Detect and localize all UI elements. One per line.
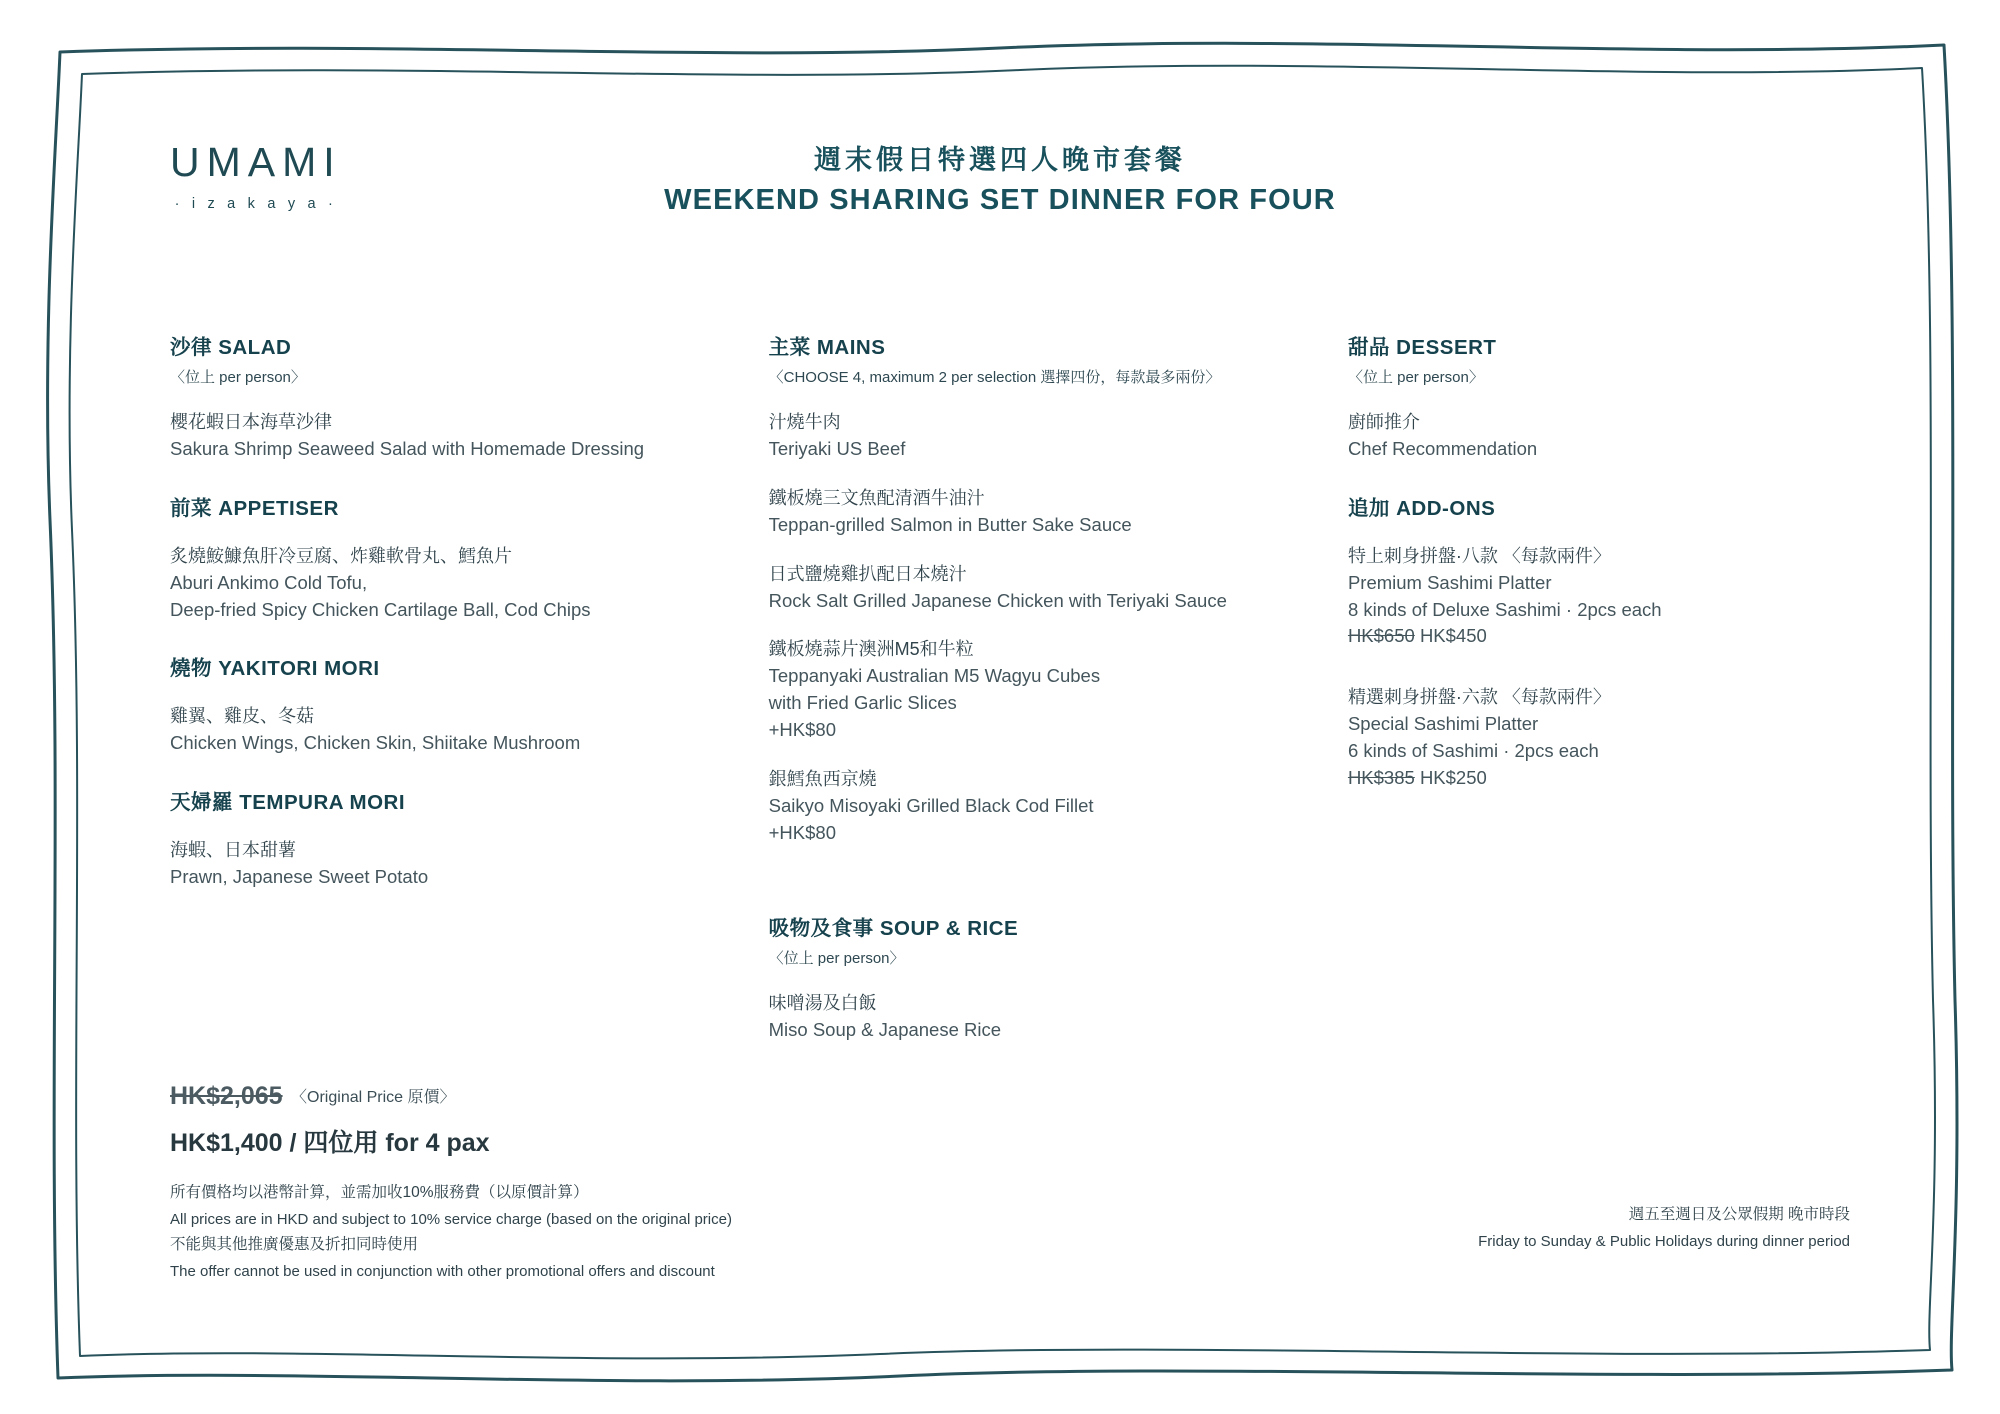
item-name-en: Prawn, Japanese Sweet Potato xyxy=(170,866,429,888)
footer-availability xyxy=(1478,1202,1850,1254)
item-name-cn: 銀鱈魚西京燒 xyxy=(768,768,877,789)
item-name-cn: 雞翼、雞皮、冬菇 xyxy=(170,706,314,727)
section-tempura xyxy=(170,785,769,891)
item-name-cn: 鐵板燒蒜片澳洲M5和牛粒 xyxy=(768,639,974,660)
section-heading-soup-rice: 吸物及食事 SOUP & RICE xyxy=(768,916,1019,940)
item-name-cn: 鐵板燒三文魚配清酒牛油汁 xyxy=(768,487,985,508)
item-name-en-2: with Fried Garlic Slices xyxy=(768,692,957,714)
page-title xyxy=(150,139,1850,217)
item-surcharge: +HK$80 xyxy=(768,719,836,741)
price-original-note: 〈Original Price 原價〉 xyxy=(291,1089,456,1106)
spacer xyxy=(769,875,1348,911)
menu-item xyxy=(769,990,1348,1044)
section-note-mains: 〈CHOOSE 4, maximum 2 per selection 選擇四份，每款最多兩份〉 xyxy=(768,369,1221,386)
availability-cn: 週五至週日及公眾假期 晚市時段 xyxy=(1628,1206,1850,1223)
item-name-cn: 日式鹽燒雞扒配日本燒汁 xyxy=(768,563,967,584)
item-name-en: Chef Recommendation xyxy=(1347,438,1538,459)
section-addons xyxy=(1348,491,1850,792)
item-name-cn: 廚師推介 xyxy=(1347,412,1420,432)
section-appetiser xyxy=(170,491,769,624)
menu-item xyxy=(170,543,769,624)
section-soup-rice xyxy=(769,911,1348,1044)
section-heading-addons: 追加 ADD-ONS xyxy=(1347,496,1496,520)
brand-name: UMAMI xyxy=(170,139,342,185)
item-name-en: Chicken Wings, Chicken Skin, Shiitake Mushroom xyxy=(170,732,581,754)
item-name-cn: 味噌湯及白飯 xyxy=(768,992,877,1013)
item-name-en: Sakura Shrimp Seaweed Salad with Homemade Dressing xyxy=(170,438,645,459)
column-left xyxy=(170,330,769,1071)
item-name-en: Saikyo Misoyaki Grilled Black Cod Fillet xyxy=(768,794,1094,816)
menu-columns xyxy=(170,330,1850,1071)
footer-term-cn-2: 不能與其他推廣優惠及折扣同時使用 xyxy=(170,1236,419,1254)
addon-price-original: HK$385 xyxy=(1347,766,1415,788)
section-heading-salad: 沙律 SALAD xyxy=(170,336,292,359)
section-heading-appetiser: 前菜 APPETISER xyxy=(170,496,339,520)
item-name-en: Teriyaki US Beef xyxy=(768,438,906,459)
addon-price-current: HK$250 xyxy=(1419,766,1487,788)
item-name-cn: 汁燒牛肉 xyxy=(768,412,841,432)
footer-term-en-2: The offer cannot be used in conjunction with other promotional offers and discount xyxy=(170,1263,715,1281)
footer-term-cn-1: 所有價格均以港幣計算，並需加收10%服務費（以原價計算） xyxy=(170,1184,589,1201)
brand-subtitle: · i z a k a y a · xyxy=(174,196,338,212)
footer-term-en-1: All prices are in HKD and subject to 10% service charge (based on the original price) xyxy=(170,1210,732,1228)
item-name-en: Aburi Ankimo Cold Tofu, xyxy=(170,571,368,593)
page-footer xyxy=(170,1180,1850,1285)
price-original: HK$2,065 xyxy=(170,1082,283,1110)
section-salad xyxy=(170,330,769,463)
section-note-salad: 〈位上 per person〉 xyxy=(170,369,306,386)
section-note-dessert: 〈位上 per person〉 xyxy=(1347,369,1484,386)
section-heading-tempura: 天婦羅 TEMPURA MORI xyxy=(170,791,406,815)
section-heading-yakitori: 燒物 YAKITORI MORI xyxy=(170,657,380,681)
addon-price-current: HK$450 xyxy=(1419,625,1487,647)
item-name-cn: 櫻花蝦日本海草沙律 xyxy=(170,412,332,432)
footer-terms xyxy=(170,1180,732,1285)
item-name-en: Special Sashimi Platter xyxy=(1347,713,1539,735)
item-name-cn: 特上刺身拼盤·八款 〈每款兩件〉 xyxy=(1347,545,1611,566)
title-chinese: 週末假日特選四人晚市套餐 xyxy=(814,145,1186,175)
item-name-en: Miso Soup & Japanese Rice xyxy=(768,1018,1002,1040)
price-current: HK$1,400 / 四位用 for 4 pax xyxy=(170,1129,490,1157)
addon-price-row xyxy=(1348,623,1850,650)
page-header xyxy=(150,118,1850,238)
item-name-en: Premium Sashimi Platter xyxy=(1347,571,1552,593)
section-heading-dessert: 甜品 DESSERT xyxy=(1347,336,1497,359)
set-price xyxy=(170,1082,490,1159)
item-name-en-2: 8 kinds of Deluxe Sashimi · 2pcs each xyxy=(1347,598,1662,620)
menu-item xyxy=(170,703,769,757)
availability-en: Friday to Sunday & Public Holidays during dinner period xyxy=(1478,1232,1850,1250)
item-name-en-2: Deep-fried Spicy Chicken Cartilage Ball, Cod Chips xyxy=(170,598,591,620)
item-name-cn: 炙燒鮟鱇魚肝冷豆腐、炸雞軟骨丸、鱈魚片 xyxy=(170,545,512,566)
menu-item xyxy=(170,409,769,463)
item-surcharge: +HK$80 xyxy=(768,821,836,843)
item-name-en-2: 6 kinds of Sashimi · 2pcs each xyxy=(1347,740,1599,762)
item-name-en: Teppan-grilled Salmon in Butter Sake Sauce xyxy=(768,513,1132,535)
addon-price-row xyxy=(1348,765,1850,792)
menu-item xyxy=(769,561,1348,615)
section-dessert xyxy=(1348,330,1850,463)
title-english: WEEKEND SHARING SET DINNER FOR FOUR xyxy=(664,184,1336,217)
section-heading-mains: 主菜 MAINS xyxy=(768,336,886,359)
menu-item xyxy=(769,485,1348,539)
menu-item xyxy=(1348,409,1850,463)
item-name-cn: 精選刺身拼盤·六款 〈每款兩件〉 xyxy=(1347,687,1611,708)
column-middle xyxy=(769,330,1348,1071)
menu-item xyxy=(769,766,1348,847)
menu-item xyxy=(170,837,769,891)
menu-item xyxy=(769,409,1348,463)
addon-price-original: HK$650 xyxy=(1347,625,1415,647)
addon-item xyxy=(1348,543,1850,650)
item-name-cn: 海蝦、日本甜薯 xyxy=(170,840,296,861)
item-name-en: Rock Salt Grilled Japanese Chicken with Teriyaki Sauce xyxy=(768,589,1227,611)
section-mains xyxy=(769,330,1348,847)
section-note-soup-rice: 〈位上 per person〉 xyxy=(768,949,905,967)
column-right xyxy=(1348,330,1850,1071)
item-name-en: Teppanyaki Australian M5 Wagyu Cubes xyxy=(768,665,1101,687)
menu-item xyxy=(769,636,1348,743)
addon-item xyxy=(1348,684,1850,791)
section-yakitori xyxy=(170,651,769,757)
